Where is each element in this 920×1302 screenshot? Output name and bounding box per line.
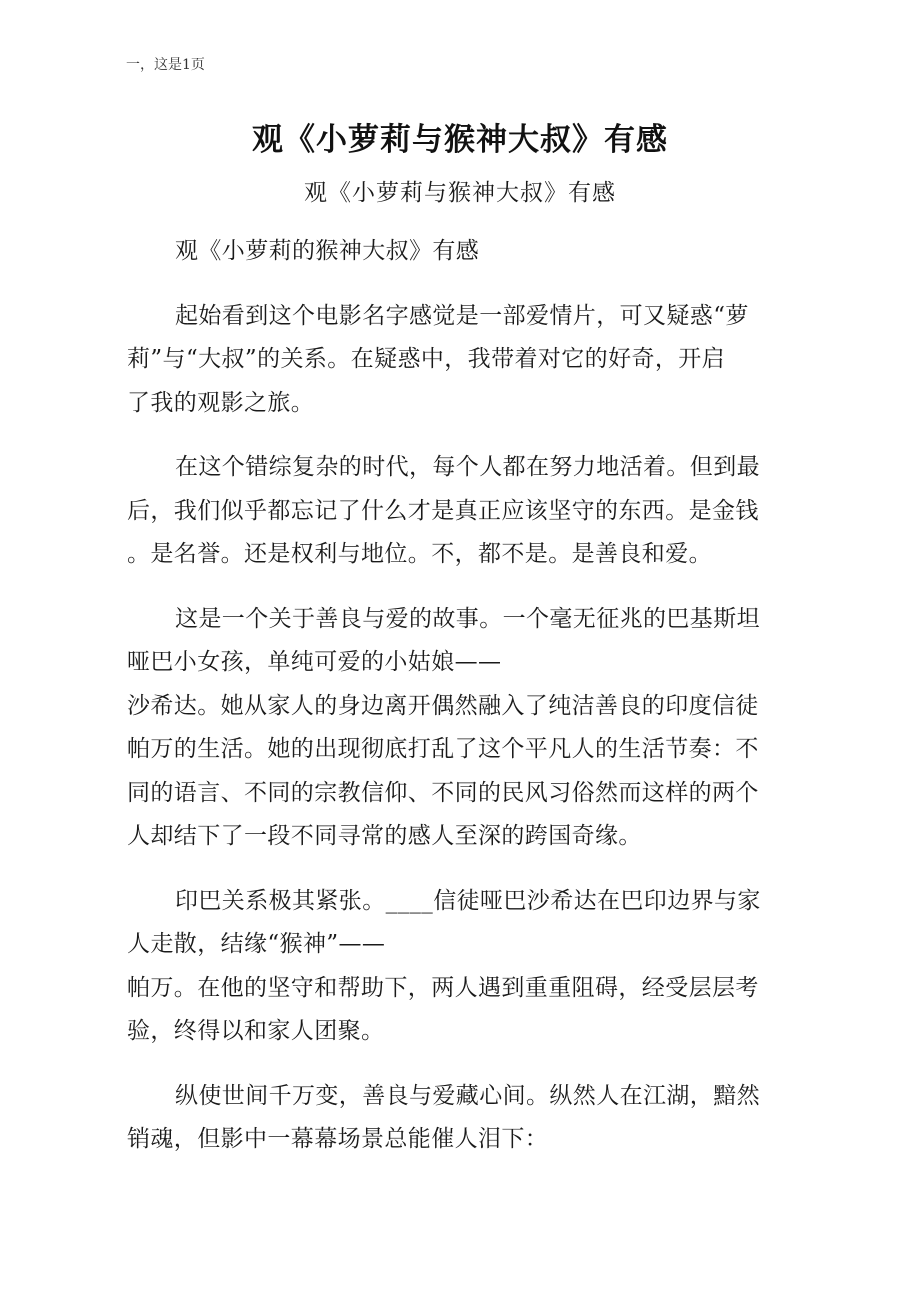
paragraph-line: 起始看到这个电影名字感觉是一部爱情片，可又疑惑“萝: [175, 302, 749, 329]
paragraph: [127, 295, 793, 426]
paragraph-line: 观《小萝莉的猴神大叔》有感: [175, 238, 480, 264]
paragraph-line: 后，我们似乎都忘记了什么才是真正应该坚守的东西。是金钱: [127, 497, 759, 524]
paragraph-line: 人走散，结缘“猴神”——: [127, 931, 386, 957]
paragraph-line: 。是名誉。还是权利与地位。不，都不是。是善良和爱。: [127, 541, 712, 567]
paragraph: [127, 230, 793, 274]
paragraph-line: 纵使世间千万变，善良与爱藏心间。纵然人在江湖，黯然: [175, 1082, 760, 1109]
paragraph-line: 哑巴小女孩，单纯可爱的小姑娘——: [127, 649, 502, 675]
paragraph-line: 帕万。在他的坚守和帮助下，两人遇到重重阻碍，经受层层考: [127, 974, 759, 1001]
document-body: [127, 230, 793, 1183]
page-number-label: 一，这是1页: [126, 57, 205, 73]
paragraph-line: 这是一个关于善良与爱的故事。一个毫无征兆的巴基斯坦: [175, 605, 760, 632]
paragraph-line: 了我的观影之旅。: [127, 389, 315, 416]
paragraph: [127, 1075, 793, 1162]
paragraph-line: 在这个错综复杂的时代，每个人都在努力地活着。但到最: [175, 454, 760, 480]
paragraph-line: 人却结下了一段不同寻常的感人至深的跨国奇缘。: [127, 823, 642, 849]
document-subtitle: 观《小萝莉与猴神大叔》有感: [304, 180, 616, 206]
paragraph: [127, 598, 793, 859]
paragraph-line: 同的语言、不同的宗教信仰、不同的民风习俗然而这样的两个: [127, 779, 759, 806]
paragraph-line: 沙希达。她从家人的身边离开偶然融入了纯洁善良的印度信徒: [127, 692, 759, 719]
document-title: 观《小萝莉与猴神大叔》有感: [252, 122, 668, 158]
paragraph-line: 销魂，但影中一幕幕场景总能催人泪下：: [127, 1126, 549, 1152]
paragraph-line: 帕万的生活。她的出现彻底打乱了这个平凡人的生活节奏：不: [127, 736, 759, 762]
paragraph: [127, 880, 793, 1054]
paragraph-line: 印巴关系极其紧张。____信徒哑巴沙希达在巴印边界与家: [175, 887, 761, 914]
paragraph-line: 验，终得以和家人团聚。: [127, 1018, 385, 1044]
paragraph: [127, 446, 793, 577]
paragraph-line: 莉”与“大叔”的关系。在疑惑中，我带着对它的好奇，开启: [127, 346, 726, 372]
